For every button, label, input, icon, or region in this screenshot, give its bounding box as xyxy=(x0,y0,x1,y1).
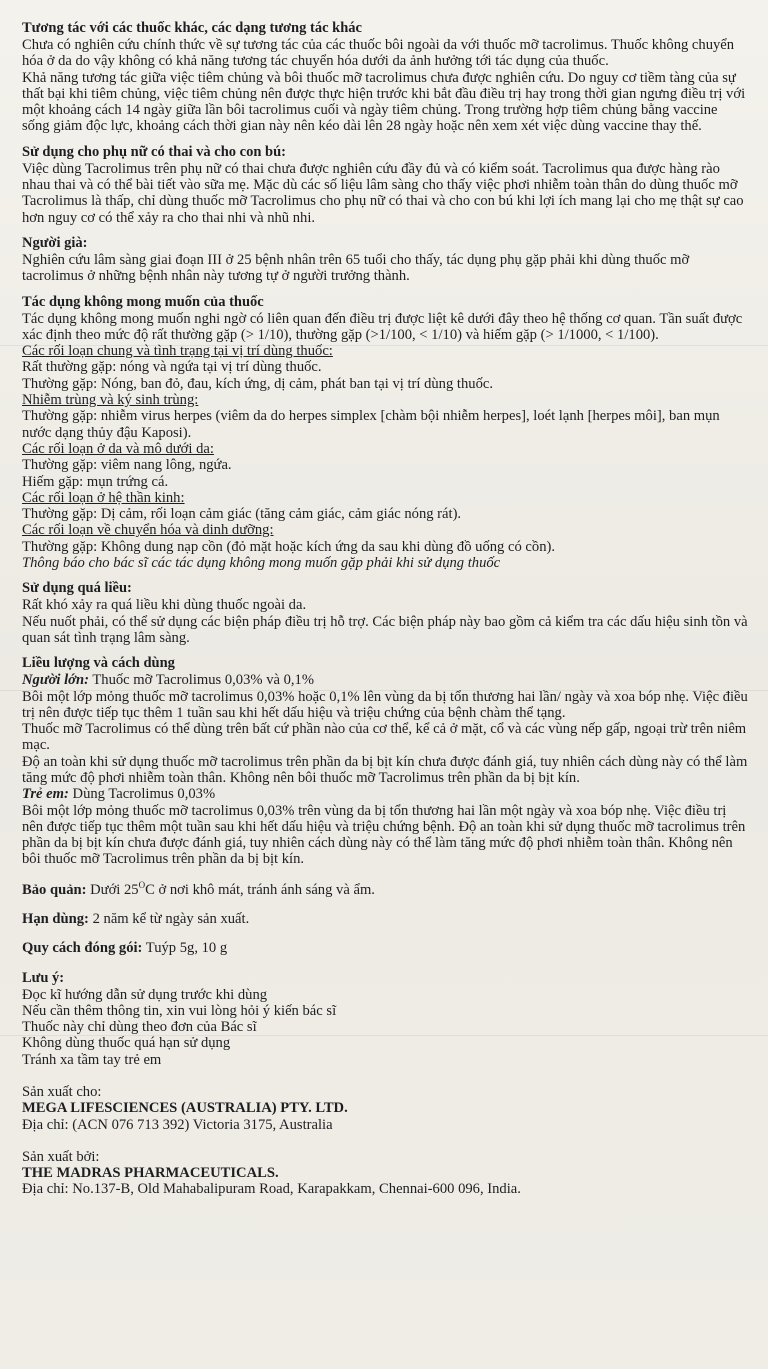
paper-fold-line xyxy=(0,1035,768,1036)
side-effects-section xyxy=(22,294,748,572)
pregnancy-heading: Sử dụng cho phụ nữ có thai và cho con bú: xyxy=(22,143,286,160)
dosage-adult-paragraph-3: Độ an toàn khi sử dụng thuốc mỡ tacrolimus trên phần da bị bịt kín chưa được đánh giá, tuy nhiên cách dùng này có thể làm tăng mức độ phơi nhiễm toàn thân. Không nên bôi thuốc mỡ Tacrolimus trên phần da bị bịt kín. xyxy=(22,753,748,786)
side-effects-line: Rất thường gặp: nóng và ngứa tại vị trí dùng thuốc. xyxy=(22,359,322,376)
storage-degree-sup: O xyxy=(138,879,146,890)
dosage-adult-text: Thuốc mỡ Tacrolimus 0,03% và 0,1% xyxy=(88,672,315,689)
manufactured-by-label: Sản xuất bởi: xyxy=(22,1148,100,1165)
notes-item: Tránh xa tầm tay trẻ em xyxy=(22,1051,162,1068)
overdose-heading: Sử dụng quá liều: xyxy=(22,580,132,597)
interactions-paragraph-2: Khả năng tương tác giữa việc tiêm chủng và bôi thuốc mỡ tacrolimus chưa được nghiên cứu. Do nguy cơ tiềm tàng của sự thất bại khi tiêm chủng, việc tiêm chủng nên được thực hiện trước khi bắt đầu điều trị hay trong thời gian ngưng điều trị với một khoảng cách 14 ngày giữa lần bôi tacrolimus cuối và ngày tiêm chủng. Trong trường hợp tiêm chủng bằng vaccine sống giảm độc lực, khoảng cách thời gian này nên kéo dài lên 28 ngày hoặc nên xem xét việc dùng vaccine thay thế. xyxy=(22,69,746,135)
manufactured-for-section xyxy=(22,1084,748,1133)
side-effects-group-infection-title: Nhiễm trùng và ký sinh trùng: xyxy=(22,392,199,409)
side-effects-group-nervous-title: Các rối loạn ở hệ thần kinh: xyxy=(22,489,185,506)
side-effects-group-general-title: Các rối loạn chung và tình trạng tại vị trí dùng thuốc: xyxy=(22,343,333,360)
side-effects-intro: Tác dụng không mong muốn nghi ngờ có liên quan đến điều trị được liệt kê dưới đây theo hệ thống cơ quan. Tần suất được xác định theo mức độ rất thường gặp (> 1/10), thường gặp (>1/100, < 1/10) và hiếm gặp (> 1/1000, < 1/100). xyxy=(22,310,743,343)
overdose-section xyxy=(22,580,748,646)
notes-item: Thuốc này chỉ dùng theo đơn của Bác sĩ xyxy=(22,1019,257,1036)
packing-label: Quy cách đóng gói: xyxy=(22,940,143,957)
side-effects-line: Thường gặp: viêm nang lông, ngứa. xyxy=(22,457,232,474)
paper-fold-line xyxy=(0,690,768,691)
notes-item: Nếu cần thêm thông tin, xin vui lòng hỏi ý kiến bác sĩ xyxy=(22,1002,337,1019)
packing-text: Tuýp 5g, 10 g xyxy=(142,940,228,957)
interactions-paragraph-1: Chưa có nghiên cứu chính thức về sự tương tác của các thuốc bôi ngoài da với thuốc mỡ tacrolimus. Thuốc không chuyển hóa ở da do vậy không có khả năng tương tác chuyển hóa dưới da ảnh hưởng tới tác dụng của thuốc. xyxy=(22,37,735,70)
manufactured-by-section xyxy=(22,1149,748,1198)
dosage-heading: Liều lượng và cách dùng xyxy=(22,655,175,672)
manufactured-for-company: MEGA LIFESCIENCES (AUSTRALIA) PTY. LTD. xyxy=(22,1100,348,1117)
dosage-child-paragraph: Bôi một lớp mỏng thuốc mỡ tacrolimus 0,03% trên vùng da bị tổn thương hai lần một ngày và xoa bóp nhẹ. Việc điều trị nên được tiếp tục thêm một tuần sau khi hết dấu hiệu và triệu chứng bệnh. Độ an toàn khi sử dụng thuốc mỡ tacrolimus trên phần da bị bịt kín chưa được đánh giá, tuy nhiên cách dùng này có thể làm tăng mức độ phơi nhiễm toàn thân. Không nên bôi thuốc mỡ Tacrolimus trên phần da bị bịt kín. xyxy=(22,802,746,868)
dosage-adult-label: Người lớn: xyxy=(22,672,89,689)
storage-text-a: Dưới 25 xyxy=(86,881,139,898)
interactions-heading: Tương tác với các thuốc khác, các dạng tương tác khác xyxy=(22,20,362,36)
manufactured-for-label: Sản xuất cho: xyxy=(22,1084,102,1100)
manufactured-by-address: Địa chỉ: No.137-B, Old Mahabalipuram Road, Karapakkam, Chennai-600 096, India. xyxy=(22,1181,521,1198)
notes-item: Đọc kĩ hướng dẫn sử dụng trước khi dùng xyxy=(22,986,268,1003)
pregnancy-section xyxy=(22,144,748,226)
side-effects-line: Thường gặp: Không dung nạp cồn (đỏ mặt hoặc kích ứng da sau khi dùng đồ uống có cồn). xyxy=(22,538,555,555)
storage-label: Bảo quản: xyxy=(22,881,87,898)
dosage-section xyxy=(22,655,748,868)
paper-fold-line xyxy=(0,345,768,346)
interactions-section xyxy=(22,20,748,135)
dosage-adult-paragraph-2: Thuốc mỡ Tacrolimus có thể dùng trên bất cứ phần nào của cơ thể, kể cả ở mặt, cổ và các vùng nếp gấp, ngoại trừ trên niêm mạc. xyxy=(22,721,747,754)
dosage-adult-paragraph-1: Bôi một lớp mỏng thuốc mỡ tacrolimus 0,03% hoặc 0,1% lên vùng da bị tổn thương hai lần/ ngày và xoa bóp nhẹ. Việc điều trị nên được tiếp tục thêm 1 tuần sau khi hết dấu hiệu và triệu chứng của bệnh chàm thể tạng. xyxy=(22,688,748,721)
overdose-paragraph-1: Rất khó xảy ra quá liều khi dùng thuốc ngoài da. xyxy=(22,597,307,614)
dosage-adult-line xyxy=(22,672,748,688)
overdose-paragraph-2: Nếu nuốt phải, có thể sử dụng các biện pháp điều trị hỗ trợ. Các biện pháp này bao gồm cả kiểm tra các dấu hiệu sinh tồn và quan sát tình trạng lâm sàng. xyxy=(22,613,748,646)
notes-item: Không dùng thuốc quá hạn sử dụng xyxy=(22,1035,231,1052)
manufactured-by-company: THE MADRAS PHARMACEUTICALS. xyxy=(22,1165,279,1182)
elderly-heading: Người già: xyxy=(22,234,88,251)
manufactured-for-address: Địa chỉ: (ACN 076 713 392) Victoria 3175, Australia xyxy=(22,1116,333,1133)
dosage-child-label: Trẻ em: xyxy=(22,786,69,803)
packing-line xyxy=(22,940,748,956)
side-effects-line: Thường gặp: nhiễm virus herpes (viêm da do herpes simplex [chàm bội nhiễm herpes], loét lạnh [herpes môi], ban mụn nước dạng thủy đậu Kaposi). xyxy=(22,408,720,441)
dosage-child-text: Dùng Tacrolimus 0,03% xyxy=(68,786,216,803)
side-effects-line: Thường gặp: Nóng, ban đỏ, đau, kích ứng, dị cảm, phát ban tại vị trí dùng thuốc. xyxy=(22,375,493,392)
side-effects-line: Thường gặp: Dị cảm, rối loạn cảm giác (tăng cảm giác, cảm giác nóng rát). xyxy=(22,506,462,523)
side-effects-group-metabolism-title: Các rối loạn về chuyển hóa và dinh dưỡng: xyxy=(22,522,274,539)
expiry-label: Hạn dùng: xyxy=(22,910,89,927)
expiry-line xyxy=(22,911,748,927)
side-effects-notice: Thông báo cho bác sĩ các tác dụng không mong muốn gặp phải khi sử dụng thuốc xyxy=(22,555,501,572)
notes-section xyxy=(22,970,748,1068)
side-effects-heading: Tác dụng không mong muốn của thuốc xyxy=(22,293,264,310)
storage-line xyxy=(22,877,748,898)
storage-text-b: C ở nơi khô mát, tránh ánh sáng và ẩm. xyxy=(145,881,375,898)
notes-heading: Lưu ý: xyxy=(22,969,65,986)
expiry-text: 2 năm kể từ ngày sản xuất. xyxy=(88,910,250,927)
side-effects-line: Hiếm gặp: mụn trứng cá. xyxy=(22,473,169,490)
pregnancy-paragraph: Việc dùng Tacrolimus trên phụ nữ có thai chưa được nghiên cứu đầy đủ và có kiểm soát. Tacrolimus qua được hàng rào nhau thai và có thể bài tiết vào sữa mẹ. Mặc dù các số liệu lâm sàng cho thấy việc phơi nhiễm toàn thân do dùng thuốc mỡ Tacrolimus là thấp, chỉ dùng thuốc mỡ Tacrolimus cho phụ nữ có thai và cho con bú khi lợi ích mang lại cho mẹ thật sự cao hơn nguy cơ có thể xảy ra cho thai nhi và nhũ nhi. xyxy=(22,160,744,226)
dosage-child-line xyxy=(22,786,748,802)
side-effects-group-skin-title: Các rối loạn ở da và mô dưới da: xyxy=(22,440,214,457)
elderly-paragraph: Nghiên cứu lâm sàng giai đoạn III ở 25 bệnh nhân trên 65 tuổi cho thấy, tác dụng phụ gặp phải khi dùng thuốc mỡ tacrolimus ở những bệnh nhân này tương tự ở người trưởng thành. xyxy=(22,251,690,285)
elderly-section xyxy=(22,235,748,285)
